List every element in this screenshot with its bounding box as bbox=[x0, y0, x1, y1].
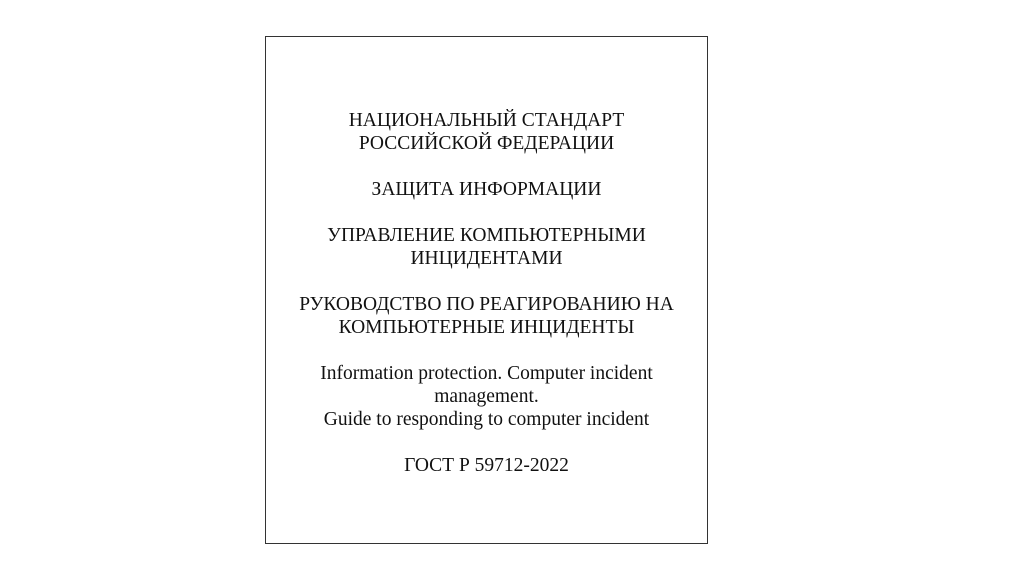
national-standard-heading bbox=[266, 109, 707, 155]
guide-title bbox=[266, 293, 707, 339]
standard-designation bbox=[266, 454, 707, 477]
subtitle-line-1: УПРАВЛЕНИЕ КОМПЬЮТЕРНЫМИ bbox=[327, 225, 646, 246]
section-title-line: ЗАЩИТА ИНФОРМАЦИИ bbox=[371, 179, 602, 200]
spacer bbox=[266, 155, 707, 178]
cover-text bbox=[266, 109, 707, 477]
spacer bbox=[266, 339, 707, 362]
subtitle-line-2: ИНЦИДЕНТАМИ bbox=[410, 248, 563, 269]
heading-line-2: РОССИЙСКОЙ ФЕДЕРАЦИИ bbox=[358, 133, 615, 154]
english-title bbox=[266, 362, 707, 431]
standard-cover-frame bbox=[265, 36, 708, 544]
guide-title-line-2: КОМПЬЮТЕРНЫЕ ИНЦИДЕНТЫ bbox=[338, 317, 635, 338]
spacer bbox=[266, 270, 707, 293]
designation-line: ГОСТ Р 59712-2022 bbox=[404, 455, 569, 476]
document-subtitle bbox=[266, 224, 707, 270]
english-title-line-2: management. bbox=[434, 386, 539, 407]
spacer bbox=[266, 431, 707, 454]
guide-title-line-1: РУКОВОДСТВО ПО РЕАГИРОВАНИЮ НА bbox=[299, 294, 674, 315]
english-title-line-3: Guide to responding to computer incident bbox=[323, 409, 650, 430]
english-title-line-1: Information protection. Computer incident bbox=[320, 363, 653, 384]
spacer bbox=[266, 201, 707, 224]
section-title bbox=[266, 178, 707, 201]
heading-line-1: НАЦИОНАЛЬНЫЙ СТАНДАРТ bbox=[348, 110, 625, 131]
